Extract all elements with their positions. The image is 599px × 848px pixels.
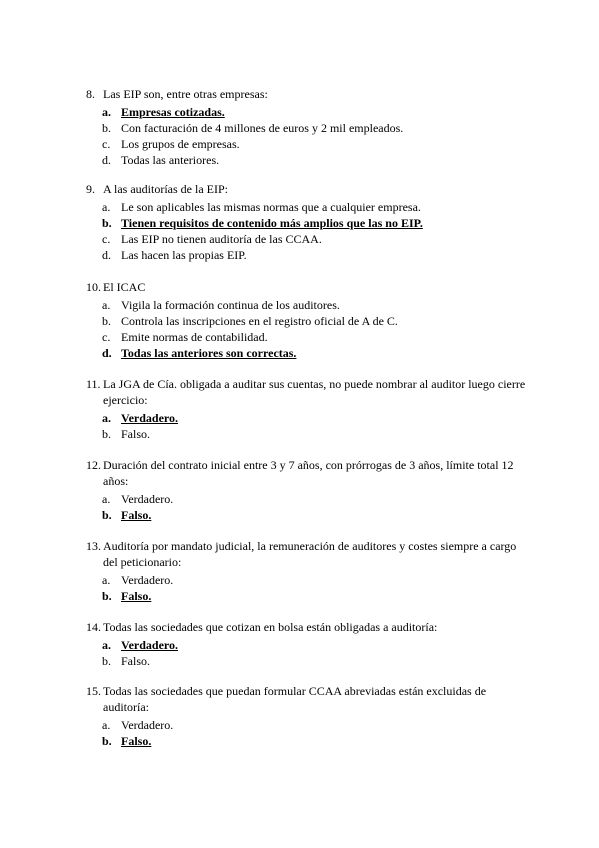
option-text: Le son aplicables las mismas normas que a cualquier empresa. [121,200,421,214]
option-text: Verdadero. [121,638,178,652]
option-a [86,491,526,507]
question-number: 13. [86,539,101,553]
option-a [86,297,526,313]
question-number: 11. [86,377,101,391]
option-letter: b. [102,734,112,748]
option-c [86,231,526,247]
option-text: Verdadero. [121,492,174,506]
question-15 [86,683,526,749]
option-b [86,426,526,442]
option-text: Falso. [121,589,152,603]
option-letter: a. [102,411,111,425]
option-letter: a. [102,105,111,119]
option-c [86,329,526,345]
option-b-correct [86,215,526,231]
option-a-correct [86,637,526,653]
option-a-correct [86,104,526,120]
question-10 [86,279,526,361]
option-letter: c. [102,232,111,246]
option-text: Falso. [121,734,152,748]
option-text: Controla las inscripciones en el registro oficial de A de C. [121,314,398,328]
question-text: Duración del contrato inicial entre 3 y 7 años, con prórrogas de 3 años, límite total 12 años: [103,458,514,488]
option-b [86,653,526,669]
option-a [86,572,526,588]
option-letter: b. [102,508,112,522]
option-letter: a. [102,573,111,587]
question-number: 9. [86,182,95,196]
option-text: Tienen requisitos de contenido más amplios que las no EIP. [121,216,423,230]
option-text: Emite normas de contabilidad. [121,330,268,344]
option-letter: a. [102,200,111,214]
option-text: Vigila la formación continua de los auditores. [121,298,340,312]
option-text: Verdadero. [121,411,178,425]
option-text: Las EIP no tienen auditoría de las CCAA. [121,232,322,246]
option-letter: b. [102,314,111,328]
option-letter: a. [102,298,111,312]
option-letter: d. [102,346,112,360]
option-b-correct [86,733,526,749]
option-text: Con facturación de 4 millones de euros y 2 mil empleados. [121,121,404,135]
question-13 [86,538,526,604]
option-d [86,152,526,168]
question-text: Auditoría por mandato judicial, la remuneración de auditores y costes siempre a cargo del peticionario: [103,539,517,569]
question-11 [86,376,526,442]
question-stem [86,181,526,197]
question-14 [86,619,526,669]
option-text: Falso. [121,508,152,522]
option-b-correct [86,507,526,523]
option-letter: a. [102,638,111,652]
option-letter: a. [102,492,111,506]
option-letter: b. [102,121,111,135]
question-stem [86,279,526,295]
question-text: Todas las sociedades que puedan formular CCAA abreviadas están excluidas de auditoría: [103,684,487,714]
question-12 [86,457,526,523]
option-text: Los grupos de empresas. [121,137,240,151]
option-b-correct [86,588,526,604]
question-8 [86,86,526,168]
question-text: La JGA de Cía. obligada a auditar sus cuentas, no puede nombrar al auditor luego cierre ejercicio: [103,377,526,407]
option-b [86,120,526,136]
option-b [86,313,526,329]
option-a [86,199,526,215]
option-text: Todas las anteriores son correctas. [121,346,297,360]
option-c [86,136,526,152]
option-letter: a. [102,718,111,732]
question-number: 14. [86,620,101,634]
question-stem [86,376,526,408]
option-letter: b. [102,589,112,603]
question-stem [86,619,526,635]
option-letter: b. [102,216,112,230]
option-d [86,247,526,263]
option-letter: d. [102,153,111,167]
option-letter: d. [102,248,111,262]
question-number: 12. [86,458,101,472]
question-stem [86,86,526,102]
question-stem [86,457,526,489]
option-a-correct [86,410,526,426]
option-letter: b. [102,427,111,441]
option-text: Verdadero. [121,718,174,732]
option-text: Todas las anteriores. [121,153,220,167]
option-text: Las hacen las propias EIP. [121,248,247,262]
option-letter: b. [102,654,111,668]
option-text: Falso. [121,654,151,668]
question-text: Las EIP son, entre otras empresas: [103,87,268,101]
option-a [86,717,526,733]
question-stem [86,683,526,715]
question-9 [86,181,526,263]
option-text: Verdadero. [121,573,174,587]
question-text: El ICAC [103,280,146,294]
question-number: 15. [86,684,101,698]
question-text: A las auditorías de la EIP: [103,182,228,196]
option-letter: c. [102,330,111,344]
question-number: 10. [86,280,101,294]
question-stem [86,538,526,570]
question-number: 8. [86,87,95,101]
option-text: Falso. [121,427,151,441]
question-text: Todas las sociedades que cotizan en bolsa están obligadas a auditoría: [103,620,438,634]
option-d-correct [86,345,526,361]
option-text: Empresas cotizadas. [121,105,225,119]
option-letter: c. [102,137,111,151]
